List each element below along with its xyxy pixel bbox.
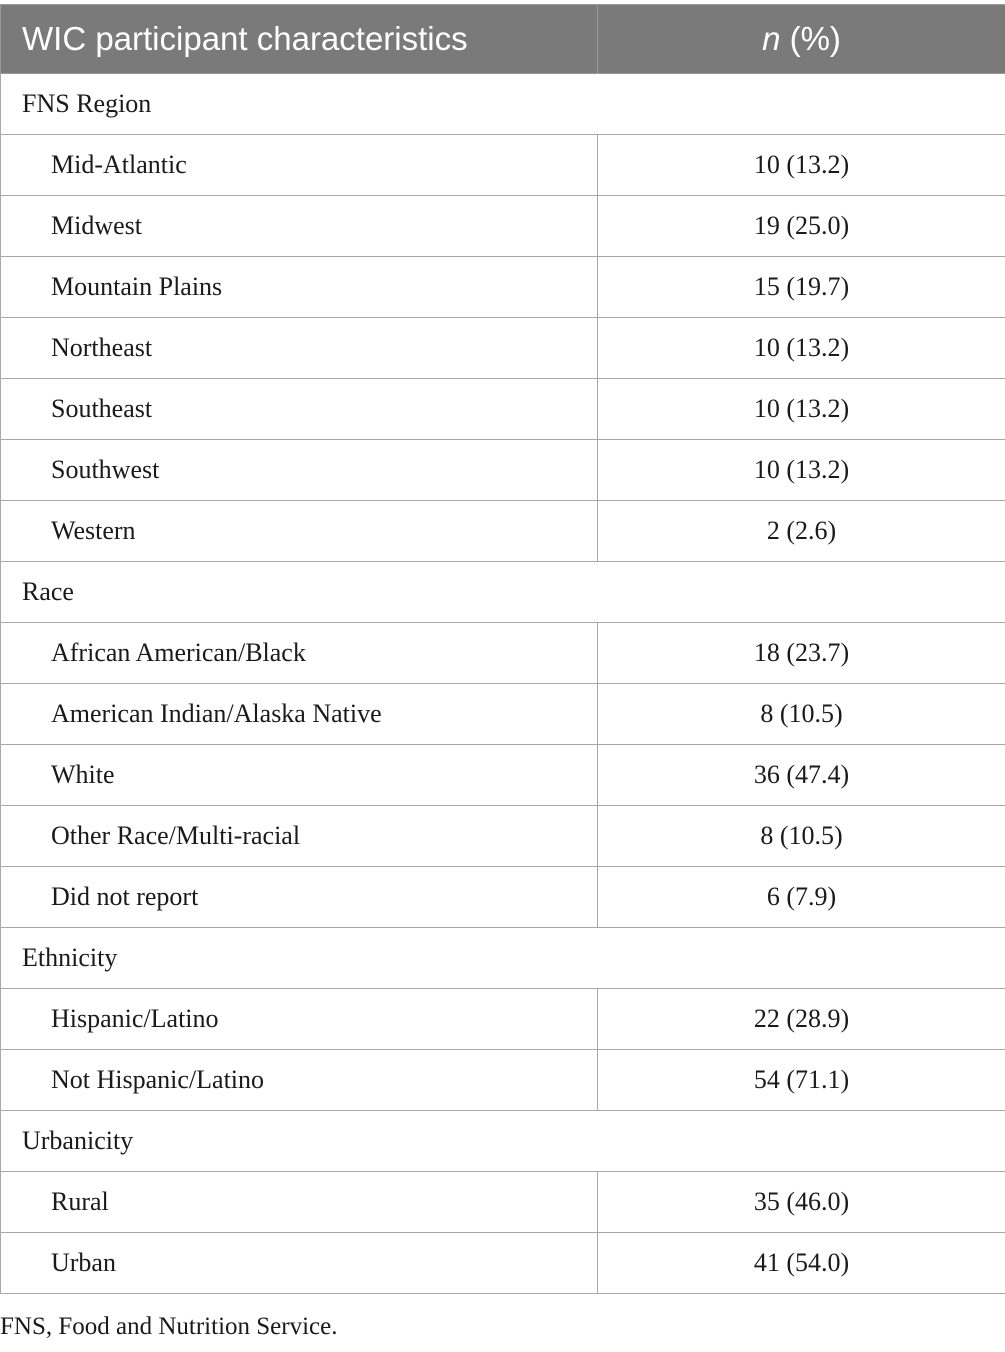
table-row (1, 257, 1005, 318)
table-row (1, 1172, 1005, 1233)
table-row (1, 501, 1005, 562)
row-label: Midwest (1, 196, 598, 257)
table-row (1, 440, 1005, 501)
category-label: FNS Region (1, 74, 1005, 135)
row-value: 18 (23.7) (598, 623, 1005, 684)
row-value: 41 (54.0) (598, 1233, 1005, 1294)
characteristics-table (0, 4, 1005, 1294)
row-label: Other Race/Multi-racial (1, 806, 598, 867)
table-row (1, 989, 1005, 1050)
table-row (1, 867, 1005, 928)
table-body (1, 74, 1005, 1294)
table-row (1, 806, 1005, 867)
table-row (1, 684, 1005, 745)
row-label: Southwest (1, 440, 598, 501)
row-value: 8 (10.5) (598, 684, 1005, 745)
row-value: 10 (13.2) (598, 318, 1005, 379)
row-value: 36 (47.4) (598, 745, 1005, 806)
row-label: Mountain Plains (1, 257, 598, 318)
row-label: Urban (1, 1233, 598, 1294)
row-value: 22 (28.9) (598, 989, 1005, 1050)
row-value: 10 (13.2) (598, 440, 1005, 501)
category-label: Ethnicity (1, 928, 1005, 989)
table-row (1, 623, 1005, 684)
row-value: 19 (25.0) (598, 196, 1005, 257)
row-label: American Indian/Alaska Native (1, 684, 598, 745)
row-label: Northeast (1, 318, 598, 379)
row-label: Rural (1, 1172, 598, 1233)
row-label: Southeast (1, 379, 598, 440)
table-footnote: FNS, Food and Nutrition Service. (0, 1313, 338, 1340)
row-value: 8 (10.5) (598, 806, 1005, 867)
row-label: Mid-Atlantic (1, 135, 598, 196)
table-row (1, 135, 1005, 196)
table-row (1, 1233, 1005, 1294)
table-row (1, 318, 1005, 379)
row-value: 15 (19.7) (598, 257, 1005, 318)
row-label: Western (1, 501, 598, 562)
row-value: 35 (46.0) (598, 1172, 1005, 1233)
header-percent: (%) (780, 20, 841, 57)
row-value: 2 (2.6) (598, 501, 1005, 562)
header-n-percent (598, 5, 1005, 74)
category-label: Urbanicity (1, 1111, 1005, 1172)
header-n: n (762, 20, 781, 57)
row-label: African American/Black (1, 623, 598, 684)
row-value: 10 (13.2) (598, 135, 1005, 196)
category-row (1, 1111, 1005, 1172)
table-row (1, 1050, 1005, 1111)
row-value: 10 (13.2) (598, 379, 1005, 440)
header-characteristics: WIC participant characteristics (1, 5, 598, 74)
category-row (1, 74, 1005, 135)
row-label: Not Hispanic/Latino (1, 1050, 598, 1111)
row-label: Did not report (1, 867, 598, 928)
header-row (1, 5, 1005, 74)
row-value: 54 (71.1) (598, 1050, 1005, 1111)
category-row (1, 562, 1005, 623)
row-label: Hispanic/Latino (1, 989, 598, 1050)
table-row (1, 379, 1005, 440)
row-value: 6 (7.9) (598, 867, 1005, 928)
category-row (1, 928, 1005, 989)
row-label: White (1, 745, 598, 806)
table-row (1, 745, 1005, 806)
category-label: Race (1, 562, 1005, 623)
table-row (1, 196, 1005, 257)
